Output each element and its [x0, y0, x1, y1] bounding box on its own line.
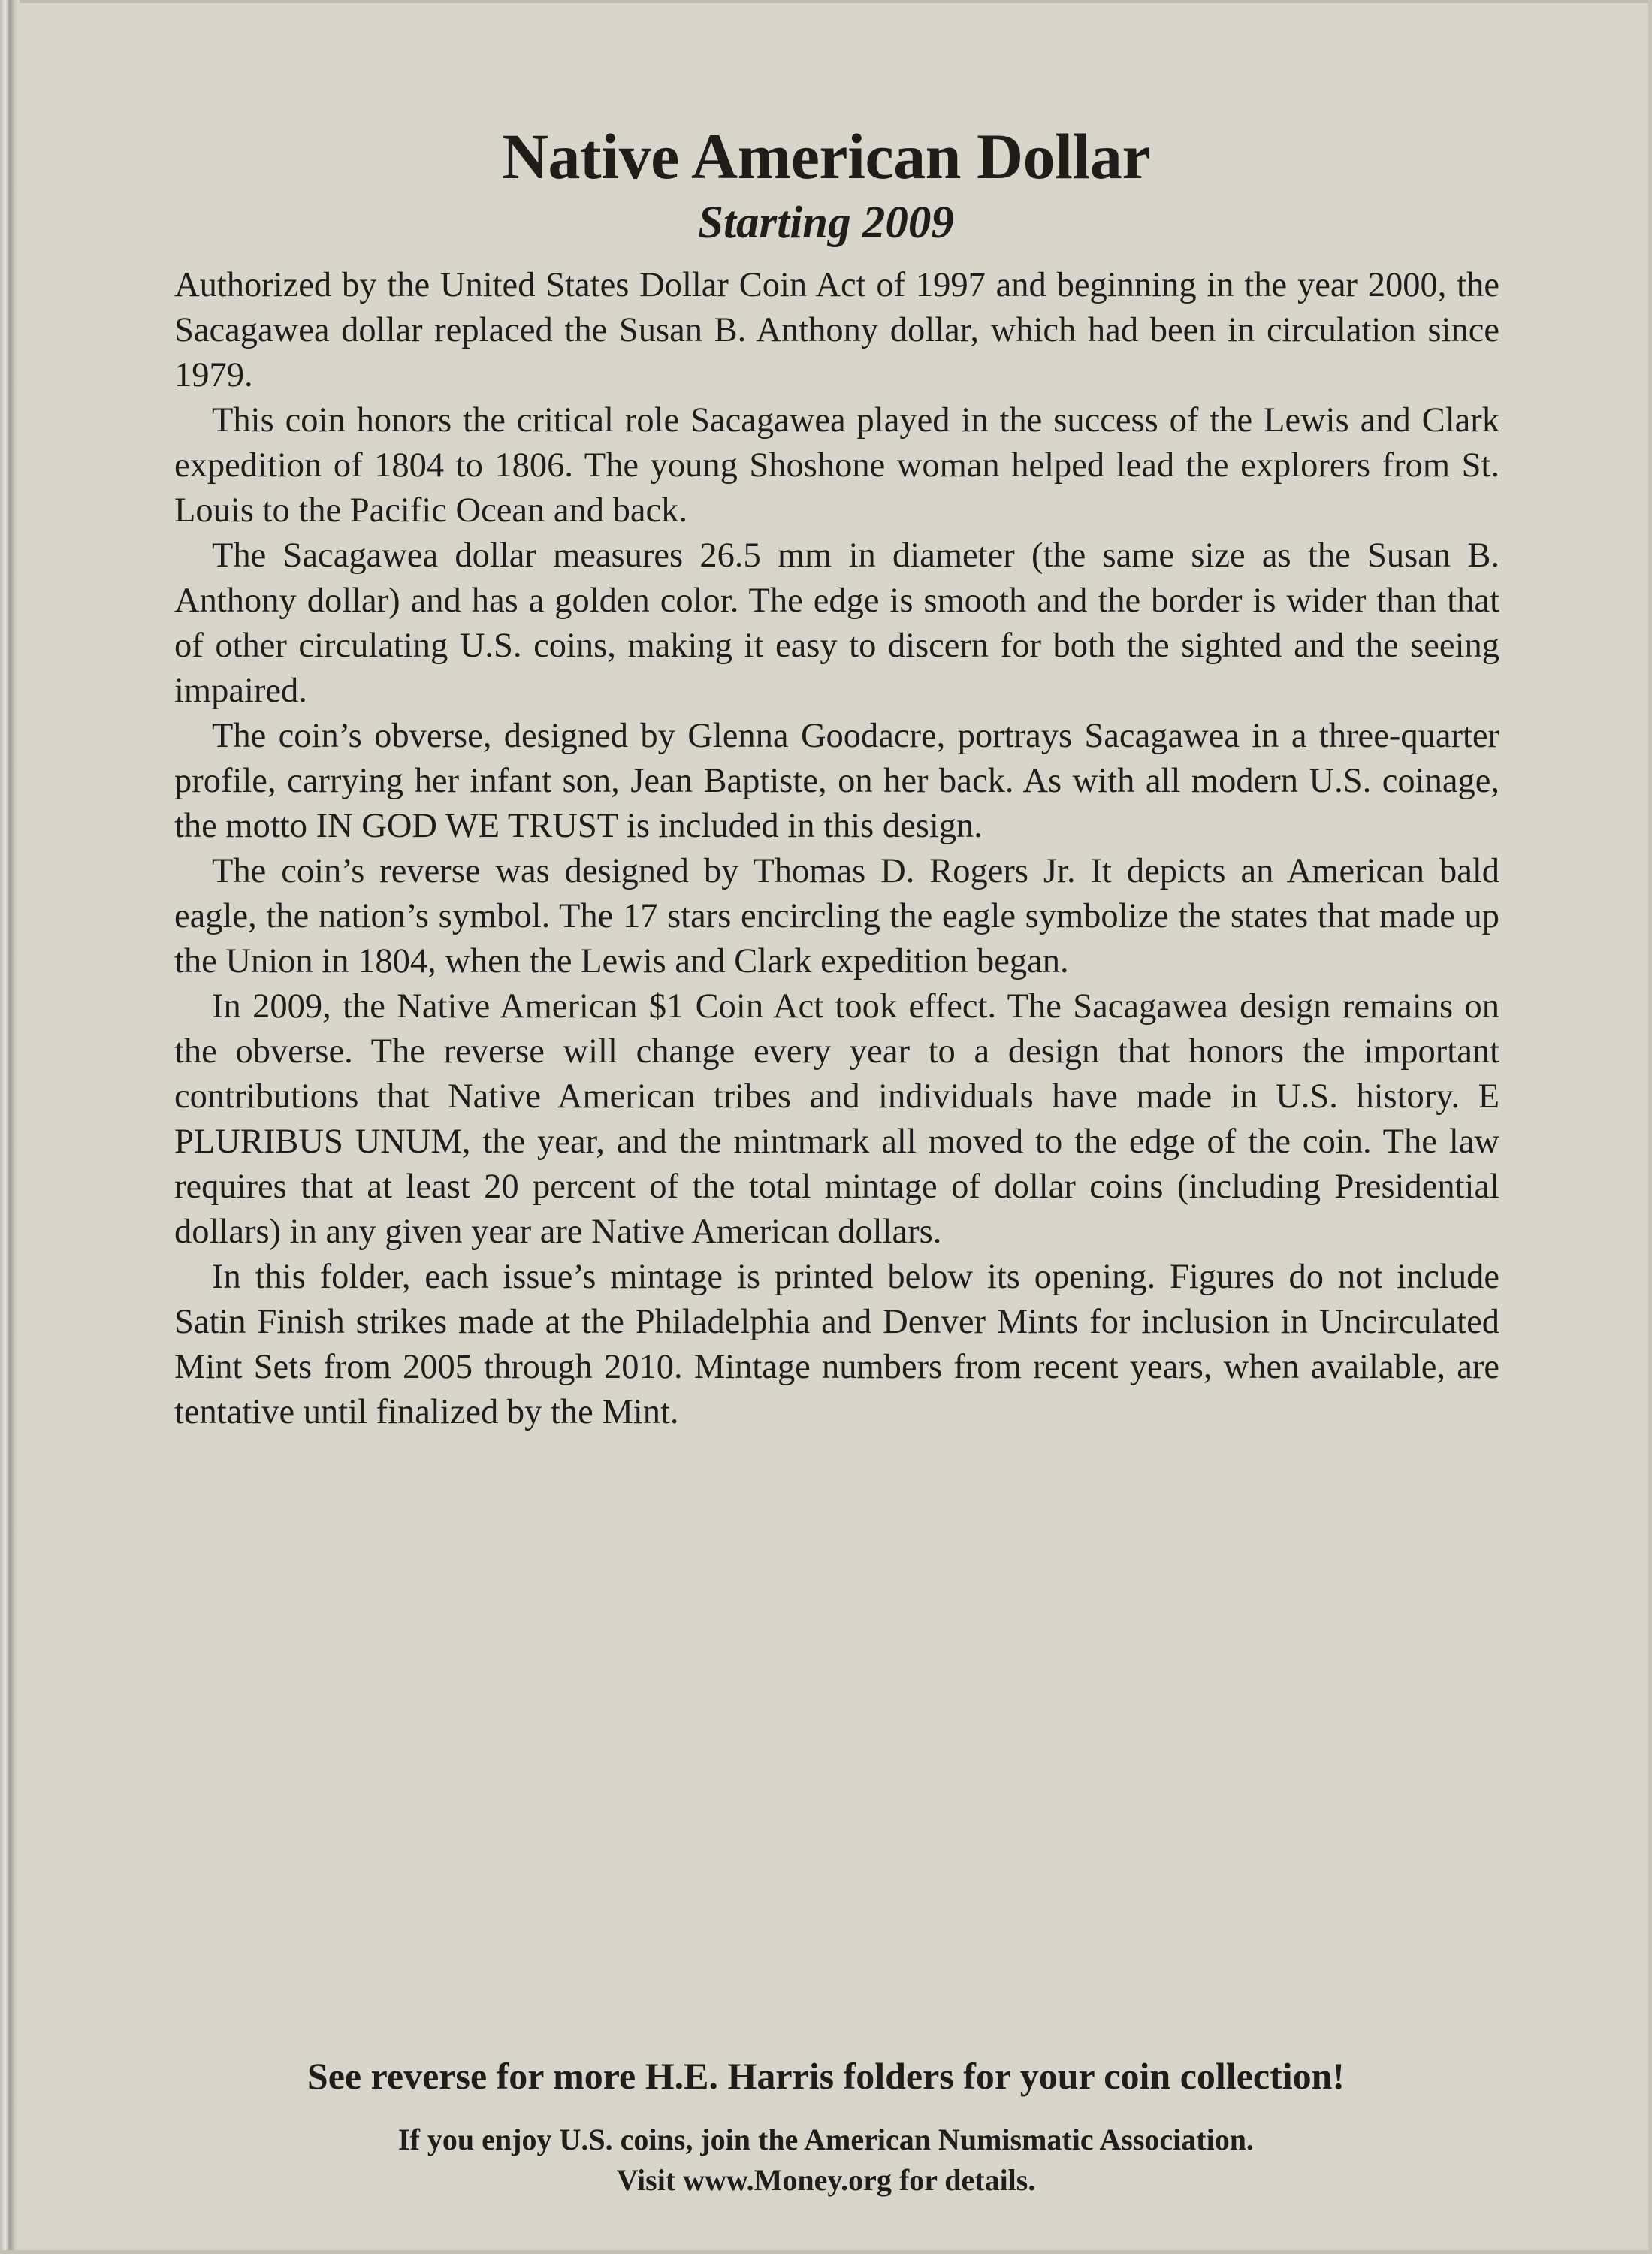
paragraph-reverse: The coin’s reverse was designed by Thomas D. Rogers Jr. It depicts an American bald eagle, the nation’s symbol. The 17 stars encircling the eagle symbolize the states that made up the Union in 1804, when the Lewis and Clark expedition began. — [174, 852, 1499, 980]
page-title: Native American Dollar — [501, 120, 1151, 192]
page-right-edge — [1648, 0, 1652, 2254]
paragraph-mintage: In this folder, each issue’s mintage is printed below its opening. Figures do not include Satin Finish strikes made at the Philadelphia and Denver Mints for inclusion in Uncirculated Mint Sets from 2005 through 2010. Mintage numbers from recent years, when available, are tentative until finalized by the Mint. — [174, 1258, 1499, 1431]
promo-text: See reverse for more H.E. Harris folders for your coin collection! — [307, 2055, 1345, 2097]
paragraph-obverse: The coin’s obverse, designed by Glenna Goodacre, portrays Sacagawea in a three-quarter profile, carrying her infant son, Jean Baptiste, on her back. As with all modern U.S. coinage, the motto IN GOD WE TRUST is included in this design. — [174, 717, 1499, 845]
page-top-edge — [0, 0, 1652, 3]
page-subtitle: Starting 2009 — [698, 198, 954, 248]
paragraph-honors: This coin honors the critical role Sacagawea played in the success of the Lewis and Clark expedition of 1804 to 1806. The young Shoshone woman helped lead the explorers from St. Louis to the Pacific Ocean and back. — [174, 401, 1499, 530]
ana-invite-text: If you enjoy U.S. coins, join the American Numismatic Association. — [398, 2123, 1254, 2156]
paragraph-dimensions: The Sacagawea dollar measures 26.5 mm in diameter (the same size as the Susan B. Anthony dollar) and has a golden color. The edge is smooth and the border is wider than that of other circulating U.S. coins, making it easy to discern for both the sighted and the seeing impaired. — [174, 536, 1499, 710]
ana-website-text: Visit www.Money.org for details. — [616, 2163, 1036, 2197]
article-body — [174, 263, 1499, 1435]
page-bottom-edge — [0, 2250, 1652, 2254]
paragraph-coin-act: In 2009, the Native American $1 Coin Act took effect. The Sacagawea design remains on the obverse. The reverse will change every year to a design that honors the important contributions that Native American tribes and individuals have made in U.S. history. E PLURIBUS UNUM, the year, and the mintmark all moved to the edge of the coin. The law requires that at least 20 percent of the total mintage of dollar coins (including Presidential dollars) in any given year are Native American dollars. — [174, 987, 1499, 1251]
paragraph-intro: Authorized by the United States Dollar Coin Act of 1997 and beginning in the year 2000, the Sacagawea dollar replaced the Susan B. Anthony dollar, which had been in circulation since 1979. — [174, 266, 1499, 394]
folder-spine-edge — [0, 0, 20, 2254]
